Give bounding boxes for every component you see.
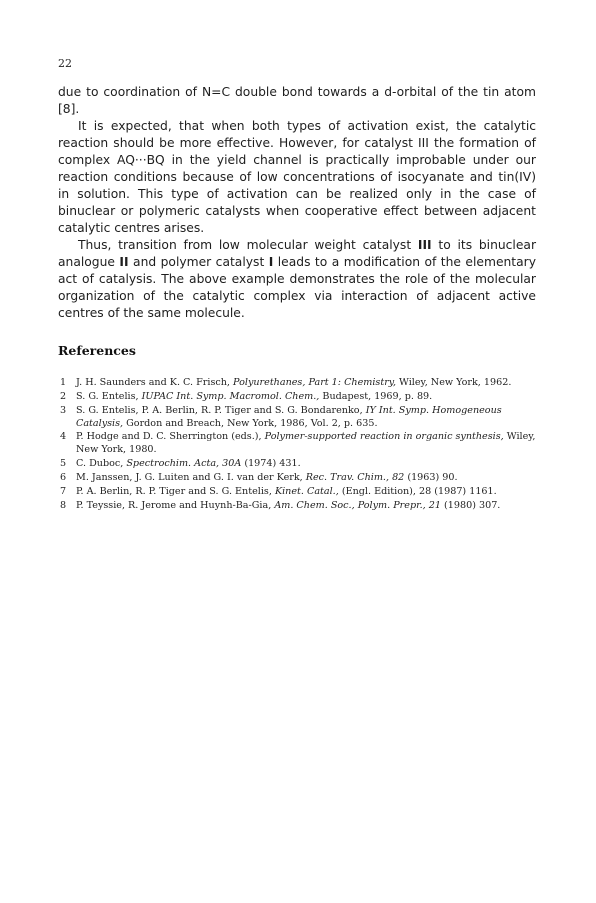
reference-details: Gordon and Breach, New York, 1986, Vol. 2, p. 635. <box>123 417 378 429</box>
catalyst-label: III <box>417 238 432 252</box>
reference-details: (1963) 90. <box>404 471 458 483</box>
paragraph-text: leads to a modification of the elementary act of catalysis. The above example demonstrates the role of the molecular organization of the catalytic complex via interaction of adjacent active centres of the same molecule. <box>58 255 536 320</box>
reference-number: 1 <box>60 377 67 388</box>
reference-details: (Engl. Edition), 28 (1987) 1161. <box>338 485 497 497</box>
reference-authors: P. Teyssie, R. Jerome and Huynh-Ba-Gia, <box>76 499 275 511</box>
reference-title: Rec. Trav. Chim., 82 <box>305 471 405 483</box>
reference-number: 8 <box>60 499 67 511</box>
reference-number: 4 <box>60 431 67 443</box>
reference-title: Polymer-supported reaction in organic synthesis, <box>264 431 504 443</box>
reference-title: IY Int. Symp. Homogeneous Catalysis, <box>76 404 502 429</box>
reference-title: Spectrochim. Acta, 30A <box>126 458 242 470</box>
paragraph-text: Thus, transition from low molecular weight catalyst <box>78 238 418 252</box>
reference-item <box>60 390 538 403</box>
reference-title: Am. Chem. Soc., Polym. Prepr., 21 <box>274 499 441 511</box>
reference-authors: M. Janssen, J. G. Luiten and G. I. van der Kerk, <box>76 471 306 483</box>
references-heading: References <box>58 343 136 358</box>
reference-number: 6 <box>60 471 67 483</box>
paragraph: It is expected, that when both types of activation exist, the catalytic reaction should be more effective. However, for catalyst III the formation of complex AQ···BQ in the yield channel is practically improbable under our reaction conditions because of low concentrations of isocyanate and tin(IV) in solution. This type of activation can be realized only in the case of binuclear or polymeric catalysts when cooperative effect between adjacent catalytic centres arises. <box>58 119 536 235</box>
reference-number: 2 <box>60 390 67 402</box>
page-number: 22 <box>58 57 72 70</box>
reference-details: Wiley, New York, 1962. <box>396 377 512 388</box>
reference-details: (1974) 431. <box>241 458 301 470</box>
body-text <box>58 84 536 322</box>
reference-number: 3 <box>60 404 67 416</box>
reference-number: 5 <box>60 458 67 470</box>
reference-details: Budapest, 1969, p. 89. <box>319 390 433 402</box>
paragraph: due to coordination of N=C double bond towards a d-orbital of the tin atom [8]. <box>58 85 536 116</box>
reference-item <box>60 430 538 456</box>
reference-item <box>60 457 538 470</box>
reference-title: Kinet. Catal., <box>274 485 339 497</box>
paragraph-text: to its binuclear analogue <box>58 238 537 269</box>
reference-item <box>60 376 538 389</box>
reference-number: 7 <box>60 485 67 497</box>
reference-authors: S. G. Entelis, P. A. Berlin, R. P. Tiger and S. G. Bondarenko, <box>76 404 366 416</box>
reference-authors: P. A. Berlin, R. P. Tiger and S. G. Entelis, <box>76 485 275 497</box>
catalyst-label: II <box>119 255 129 269</box>
reference-title: Polyurethanes, Part 1: Chemistry, <box>233 377 396 388</box>
reference-item <box>60 499 538 512</box>
reference-authors: J. H. Saunders and K. C. Frisch, <box>76 377 234 388</box>
paragraph-text: and polymer catalyst <box>128 255 269 269</box>
paragraph <box>58 237 536 322</box>
reference-details: Wiley, New York, 1980. <box>76 431 536 456</box>
reference-authors: S. G. Entelis, <box>76 390 142 402</box>
reference-item <box>60 404 538 430</box>
reference-item <box>60 471 538 484</box>
reference-item <box>60 485 538 498</box>
catalyst-label: I <box>268 255 274 269</box>
reference-authors: C. Duboc, <box>76 458 127 470</box>
references-list <box>60 376 538 512</box>
reference-details: (1980) 307. <box>440 499 501 511</box>
reference-title: IUPAC Int. Symp. Macromol. Chem., <box>141 390 320 402</box>
reference-authors: P. Hodge and D. C. Sherrington (eds.), <box>76 431 265 443</box>
